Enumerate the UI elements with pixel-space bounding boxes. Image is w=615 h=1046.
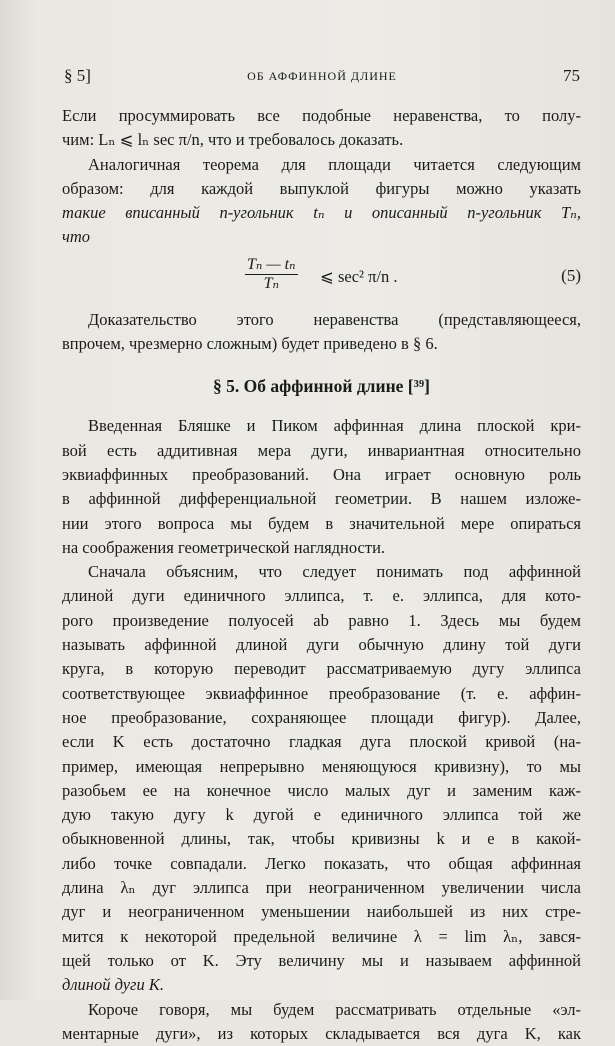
- text-line: эквиаффинных преобразований. Она играет основную роль: [62, 464, 581, 484]
- text-line: ное преобразование, сохраняющее площади фигур). Далее,: [62, 707, 581, 727]
- text-line: вой есть аддитивная мера дуги, инвариантная относительно: [62, 440, 581, 460]
- text-line: ментарные дуги», из которых складывается вся дуга K, как: [62, 1023, 581, 1043]
- text-line: в аффинной дифференциальной геометрии. В нашем изложе-: [62, 489, 581, 509]
- text-line: Если просуммировать все подобные неравенства, то полу-: [62, 106, 581, 125]
- text-line: образом: для каждой выпуклой фигуры можно указать: [62, 178, 581, 198]
- text-line: Доказательство этого неравенства (представляющееся,: [88, 309, 581, 329]
- formula-rest: ⩽ sec² π/n .: [320, 266, 398, 286]
- text-line: Аналогичная теорема для площади читается следующим: [88, 154, 581, 174]
- text-line: дую такую дугу k дугой e единичного эллипса той же: [62, 805, 581, 825]
- text-line: Короче говоря, мы будем рассматривать отдельные «эл-: [88, 999, 581, 1019]
- formula-fraction: [245, 256, 298, 293]
- text-line: чим: Lₙ ⩽ lₙ sec π/n, что и требовалось доказать.: [62, 130, 404, 150]
- page-number: 75: [563, 66, 580, 85]
- text-line: такие вписанный n-угольник tₙ и описанный n-угольник Tₙ,: [62, 203, 581, 223]
- running-head: [64, 66, 580, 90]
- fraction-denominator: Tₙ: [263, 274, 279, 292]
- section-heading: § 5. Об аффинной длине [³⁹]: [213, 376, 430, 397]
- text-line: рого произведение полуосей ab равно 1. Здесь мы будем: [62, 610, 581, 630]
- text-line: впрочем, чрезмерно сложным) будет приведено в § 6.: [62, 334, 438, 354]
- fraction-numerator: Tₙ — tₙ: [247, 255, 296, 273]
- section-marker: § 5]: [64, 66, 91, 85]
- equation-number: (5): [561, 265, 581, 285]
- text-line: Сначала объясним, что следует понимать под аффинной: [88, 562, 581, 582]
- text-line: Введенная Бляшке и Пиком аффинная длина плоской кри-: [88, 416, 581, 436]
- text-line: разобьем ее на конечное число малых дуг и заменим каж-: [62, 780, 581, 800]
- text-line: мится к некоторой предельной величине λ = lim λₙ, зався-: [62, 926, 581, 946]
- text-line: если K есть достаточно гладкая дуга плоской кривой (на-: [62, 732, 581, 752]
- text-line: дуг и неограниченном уменьшении наибольшей из них стре-: [62, 902, 581, 922]
- text-line: длиной дуги K.: [62, 975, 164, 995]
- text-line: длиной дуги единичного эллипса, т. е. эллипса, для кото-: [62, 586, 581, 606]
- text-line: что: [62, 227, 91, 247]
- text-line: круга, в которую переводит рассматриваемую дугу эллипса: [62, 659, 581, 679]
- text-line: обыкновенной длины, так, чтобы кривизны k и e в какой-: [62, 829, 581, 849]
- text-line: нии этого вопроса мы будем в значительной мере опираться: [62, 513, 581, 533]
- text-line: соответствующее эквиаффинное преобразование (т. е. аффин-: [62, 683, 581, 703]
- text-line: щей только от K. Эту величину мы и называем аффинной: [62, 950, 581, 970]
- text-line: либо точке совпадали. Легко показать, что общая аффинная: [62, 853, 581, 873]
- display-formula: [62, 250, 581, 308]
- text-line: называть аффинной длиной дуги обычную длину той дуги: [62, 635, 581, 655]
- text-line: длина λₙ дуг эллипса при неограниченном увеличении числа: [62, 878, 581, 898]
- text-line: на соображения геометрической наглядности.: [62, 537, 386, 557]
- text-line: пример, имеющая непрерывно меняющуюся кривизну), то мы: [62, 756, 581, 776]
- body-text: [62, 104, 581, 1046]
- running-title: ОБ АФФИННОЙ ДЛИНЕ: [247, 69, 397, 83]
